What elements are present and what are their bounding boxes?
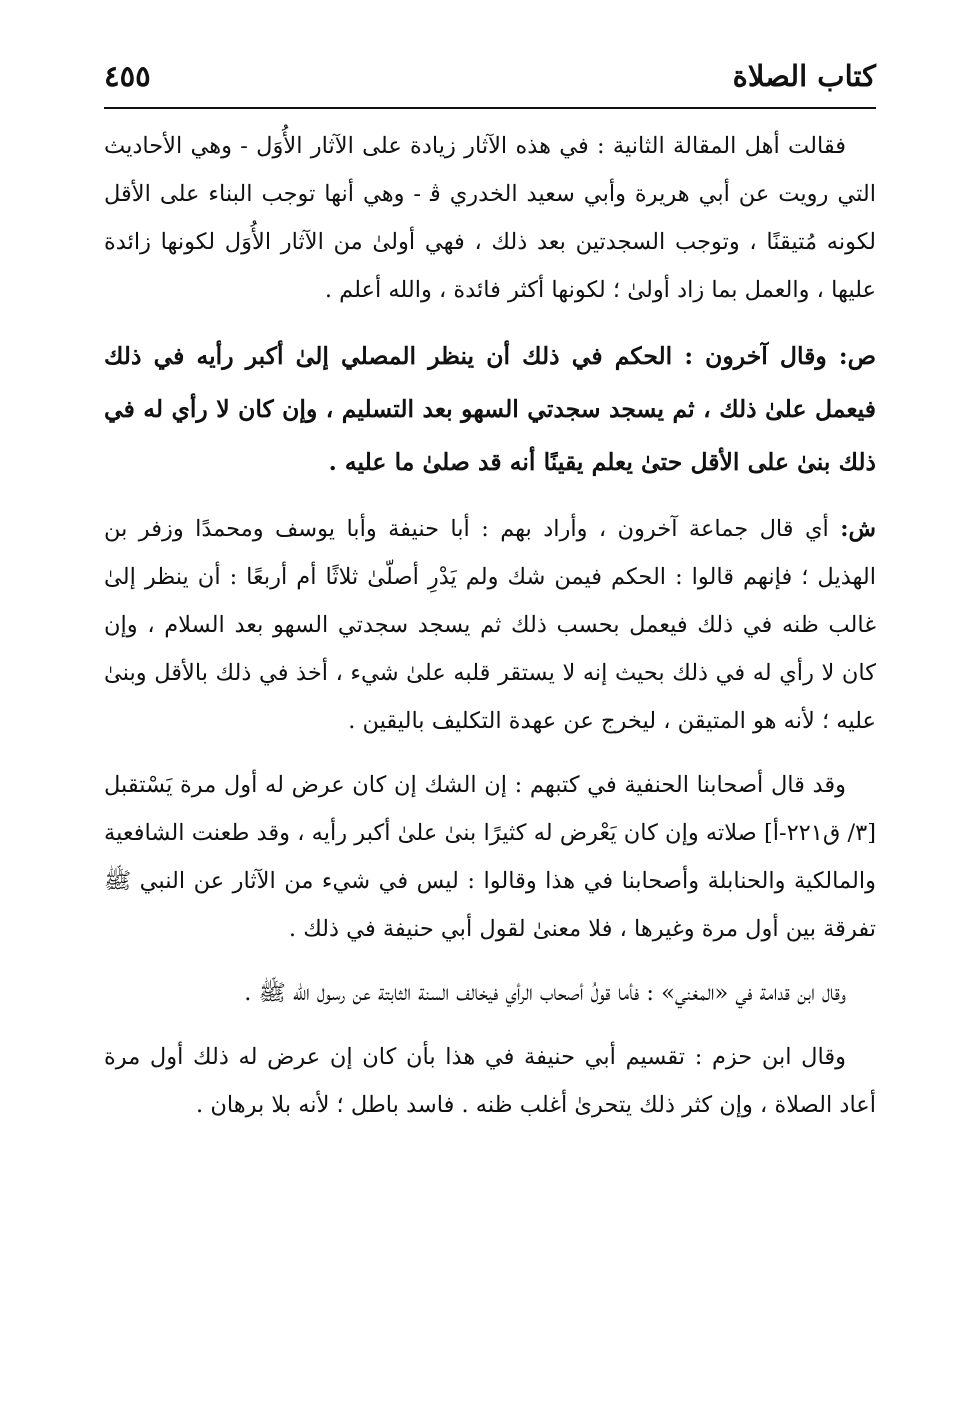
paragraph-text: وقال ابن حزم : تقسيم أبي حنيفة في هذا بأن كان إن عرض له ذلك أول مرة أعاد الصلاة ، وإن كثر ذلك يتحرىٰ أغلب ظنه . فاسد باطل ؛ لأنه بلا برهان . [104, 1044, 876, 1118]
matn-marker: ص: [838, 342, 876, 370]
paragraph-5 [104, 969, 876, 1017]
page-body [104, 122, 876, 1145]
page-number: ٤٥٥ [104, 59, 151, 93]
page-header [104, 55, 876, 109]
paragraph-text: وقال ابن قدامة في «المغني» : فأما قولُ أصحاب الرأي فيخالف السنة الثابتة عن رسول الله ﷺ . [244, 980, 846, 1006]
paragraph-text: وقد قال أصحابنا الحنفية في كتبهم : إن الشك إن كان عرض له أول مرة يَسْتقبل [٣/ ق٢٢١-أ] صلاته وإن كان يَعْرض له كثيرًا بنىٰ علىٰ أكبر رأيه ، وقد طعنت الشافعية والمالكية والحنابلة وأصحابنا في هذا وقالوا : ليس في شيء من الآثار عن النبي ﷺ تفرقة بين أول مرة وغيرها ، فلا معنىٰ لقول أبي حنيفة في ذلك . [104, 772, 876, 942]
paragraph-sharh [104, 505, 876, 745]
paragraph-matn [104, 330, 876, 489]
paragraph-1 [104, 122, 876, 314]
paragraph-4 [104, 761, 876, 953]
sharh-marker: ش: [840, 516, 877, 542]
paragraph-text: وقال آخرون : الحكم في ذلك أن ينظر المصلي إلىٰ أكبر رأيه في ذلك فيعمل علىٰ ذلك ، ثم يسجد سجدتي السهو بعد التسليم ، وإن كان لا رأي له في ذلك بنىٰ على الأقل حتىٰ يعلم يقينًا أنه قد صلىٰ ما عليه . [104, 342, 876, 476]
paragraph-6 [104, 1033, 876, 1129]
chapter-title: كتاب الصلاة [732, 59, 876, 93]
paragraph-text: فقالت أهل المقالة الثانية : في هذه الآثار زيادة على الآثار الأُوَل - وهي الأحاديث التي رويت عن أبي هريرة وأبي سعيد الخدري ﭬ - وهي أنها توجب البناء على الأقل لكونه مُتيقنًا ، وتوجب السجدتين بعد ذلك ، فهي أولىٰ من الآثار الأُوَل لكونها زائدة عليها ، والعمل بما زاد أولىٰ ؛ لكونها أكثر فائدة ، والله أعلم . [104, 133, 876, 303]
paragraph-text: أي قال جماعة آخرون ، وأراد بهم : أبا حنيفة وأبا يوسف ومحمدًا وزفر بن الهذيل ؛ فإنهم قالوا : الحكم فيمن شك ولم يَدْرِ أصلّىٰ ثلاثًا أم أربعًا : أن ينظر إلىٰ غالب ظنه في ذلك فيعمل بحسب ذلك ثم يسجد سجدتي السهو بعد السلام ، وإن كان لا رأي له في ذلك بحيث إنه لا يستقر قلبه علىٰ شيء ، أخذ في ذلك بالأقل وبنىٰ عليه ؛ لأنه هو المتيقن ، ليخرج عن عهدة التكليف باليقين . [104, 516, 876, 734]
